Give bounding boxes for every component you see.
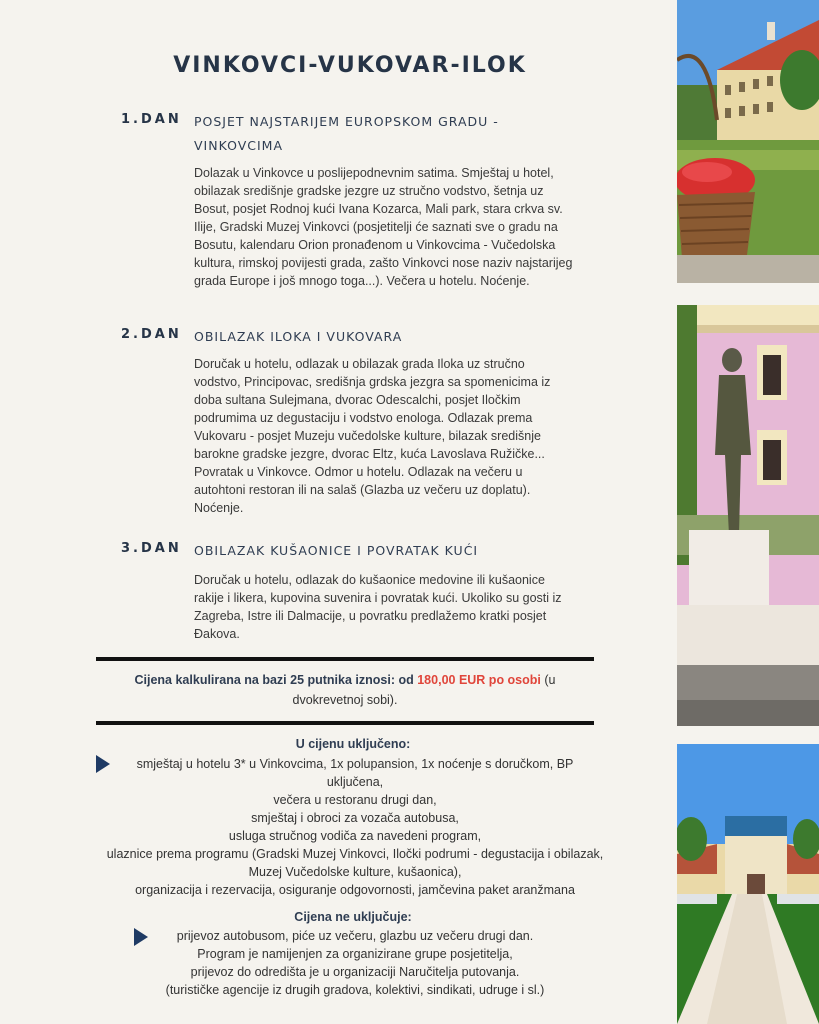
list-item: usluga stručnog vodiča za navedeni program,	[228, 829, 482, 843]
day-number: 2.DAN	[121, 327, 182, 342]
included-list	[95, 755, 615, 899]
day-description: Dolazak u Vinkovce u poslijepodnevnim satima. Smještaj u hotel, obilazak središnje gradske jezgre uz stručno vodstvo, šetnja uz Bosut, posjet Rodnoj kući Ivana Kozarca, Mali park, stara crkva sv. Ilije, Gradski Muzej Vinkovci (posjetitelji će saznati sve o gradu na Bosutu, kalendaru Orion pronađenom u Vinkovcima - Vučedolska kultura, rimskoj povijesti grada, zašto Vinkovci nose naziv najstarijeg grada Europe i još mnogo toga...). Večera u hotelu. Noćenje.	[194, 166, 573, 288]
list-item: smještaj u hotelu 3* u Vinkovcima, 1x polupansion, 1x noćenje s doručkom, BP uključena,	[136, 757, 574, 789]
day-description: Doručak u hotelu, odlazak do kušaonice medovine ili kušaonice rakije i likera, kupovina suvenira i povratak kući. Ukoliko su gosti iz Zagreba, Istre ili Dalmacije, u povratku predlažemo kratki posjet Đakova.	[194, 573, 562, 641]
divider-top	[96, 657, 594, 661]
list-item: prijevoz autobusom, piće uz večeru, glazbu uz večeru drugi dan.	[176, 929, 534, 943]
day-heading: POSJET NAJSTARIJEM EUROPSKOM GRADU - VINKOVCIMA	[194, 114, 499, 153]
list-item: organizacija i rezervacija, osiguranje odgovornosti, jamčevina paket aranžmana	[135, 883, 575, 897]
excluded-list	[95, 927, 615, 999]
photo-statue	[677, 305, 819, 726]
day-number: 3.DAN	[121, 541, 182, 556]
page-title: VINKOVCI-VUKOVAR-ILOK	[173, 53, 527, 78]
day-heading: OBILAZAK KUŠAONICE I POVRATAK KUĆI	[194, 543, 479, 558]
list-item: ulaznice prema programu (Gradski Muzej Vinkovci, Iločki podrumi - degustacija i obilazak, Muzej Vučedolske kulture, kušaonica),	[106, 847, 604, 879]
divider-bottom	[96, 721, 594, 725]
day-heading: OBILAZAK ILOKA I VUKOVARA	[194, 329, 403, 344]
day-number: 1.DAN	[121, 112, 182, 127]
excluded-title: Cijena ne uključuje:	[294, 910, 412, 924]
list-item: večera u restoranu drugi dan,	[273, 793, 437, 807]
included-title: U cijenu uključeno:	[295, 737, 411, 751]
list-item: Program je namijenjen za organizirane grupe posjetitelja,	[197, 947, 513, 961]
price-suffix: (u dvokrevetnoj sobi).	[292, 673, 556, 707]
photo-museum	[677, 744, 819, 1024]
price-block	[100, 670, 590, 710]
list-item: smještaj i obroci za vozača autobusa,	[251, 811, 459, 825]
price-label: Cijena kalkulirana na bazi 25 putnika iznosi: od	[134, 673, 414, 687]
day-description: Doručak u hotelu, odlazak u obilazak grada Iloka uz stručno vodstvo, Principovac, središnja grdska jezgra sa spomenicima iz doba sultana Sulejmana, dvorac Odescalchi, posjet Iločkim podrumima uz degustaciju i vodstvo enologa. Odlazak prema Vukovaru - posjet Muzeju vučedolske kulture, bilazak središnje barokne gradske jezgre, dvorac Eltz, kuća Lavoslava Ružičke... Povratak u Vinkovce. Odmor u hotelu. Odlazak na večeru u autohtoni restoran ili na salaš (Glazba uz večeru uz doplatu). Noćenje.	[194, 357, 551, 515]
list-item: (turističke agencije iz drugih gradova, kolektivi, sindikati, udruge i sl.)	[165, 983, 545, 997]
list-item: prijevoz do odredišta je u organizaciji Naručitelja putovanja.	[190, 965, 520, 979]
price-amount: 180,00 EUR po osobi	[417, 673, 541, 687]
photo-palace-flowers	[677, 0, 819, 283]
